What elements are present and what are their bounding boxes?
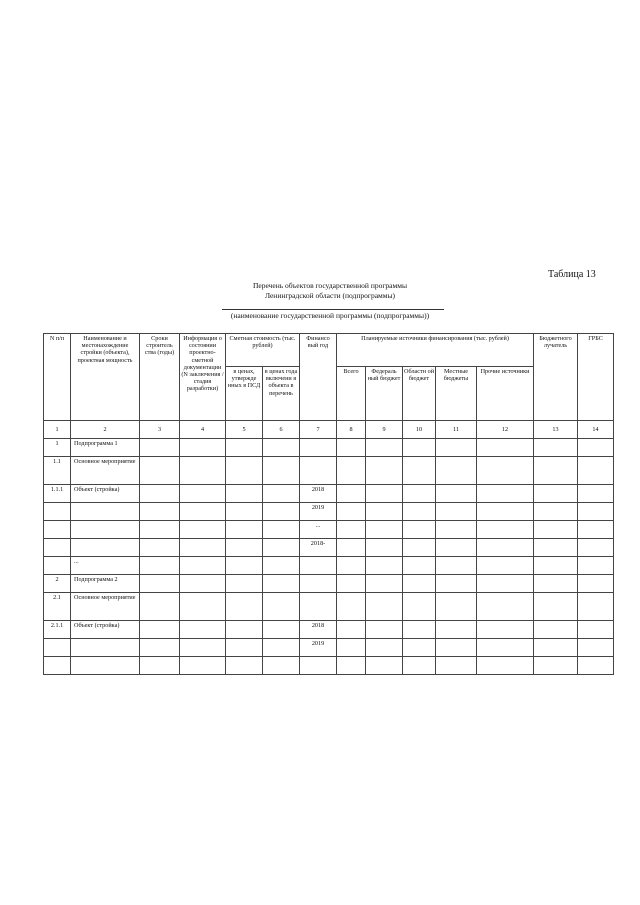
empty-cell <box>403 575 436 593</box>
row-number-cell: 2.1.1 <box>44 621 71 639</box>
row-name-cell: Подпрограмма 1 <box>71 439 140 457</box>
empty-cell <box>226 439 263 457</box>
row-year-cell: 2018 <box>300 485 337 503</box>
row-year-cell <box>300 439 337 457</box>
empty-cell <box>180 485 226 503</box>
empty-cell <box>337 639 366 657</box>
empty-cell <box>403 621 436 639</box>
row-year-cell <box>300 657 337 675</box>
header-cell-psd-info: Информация о состоянии проектно-сметной документации (N заключения /стадия разработки) <box>180 334 226 421</box>
table-row <box>44 539 614 557</box>
empty-cell <box>477 457 534 485</box>
row-name-cell: ... <box>71 557 140 575</box>
table-row <box>44 521 614 539</box>
empty-cell <box>578 439 614 457</box>
empty-cell <box>180 457 226 485</box>
table-row <box>44 457 614 485</box>
document-title-line2: Ленинградской области (подпрограммы) <box>264 291 396 300</box>
row-number-cell: 1 <box>44 439 71 457</box>
empty-cell <box>180 503 226 521</box>
column-number: 12 <box>477 421 534 439</box>
empty-cell <box>477 575 534 593</box>
empty-cell <box>140 593 180 621</box>
row-number-cell: 1.1 <box>44 457 71 485</box>
empty-cell <box>180 521 226 539</box>
header-cell-num: N п/п <box>44 334 71 421</box>
empty-cell <box>403 593 436 621</box>
empty-cell <box>534 457 578 485</box>
empty-cell <box>366 621 403 639</box>
empty-cell <box>366 539 403 557</box>
empty-cell <box>534 621 578 639</box>
column-number: 8 <box>337 421 366 439</box>
empty-cell <box>263 557 300 575</box>
table-row <box>44 503 614 521</box>
empty-cell <box>366 557 403 575</box>
empty-cell <box>578 575 614 593</box>
empty-cell <box>140 575 180 593</box>
row-name-cell <box>71 521 140 539</box>
subheader-cell-psd-prices: в ценах, утвержде нных в ПСД <box>226 367 263 421</box>
row-year-cell: 2019 <box>300 639 337 657</box>
empty-cell <box>226 621 263 639</box>
empty-cell <box>477 521 534 539</box>
empty-cell <box>436 639 477 657</box>
empty-cell <box>337 503 366 521</box>
row-name-cell <box>71 503 140 521</box>
table-row <box>44 485 614 503</box>
column-number: 7 <box>300 421 337 439</box>
column-number: 3 <box>140 421 180 439</box>
row-name-cell: Объект (стройка) <box>71 485 140 503</box>
objects-table <box>43 333 614 675</box>
empty-cell <box>263 503 300 521</box>
empty-cell <box>366 521 403 539</box>
empty-cell <box>578 621 614 639</box>
row-number-cell: 2.1 <box>44 593 71 621</box>
row-number-cell <box>44 657 71 675</box>
table-row <box>44 621 614 639</box>
empty-cell <box>180 539 226 557</box>
empty-cell <box>140 521 180 539</box>
empty-cell <box>263 621 300 639</box>
empty-cell <box>436 457 477 485</box>
empty-cell <box>534 503 578 521</box>
empty-cell <box>436 557 477 575</box>
empty-cell <box>337 439 366 457</box>
empty-cell <box>403 639 436 657</box>
column-number: 10 <box>403 421 436 439</box>
empty-cell <box>578 593 614 621</box>
empty-cell <box>436 621 477 639</box>
column-number: 2 <box>71 421 140 439</box>
empty-cell <box>578 557 614 575</box>
row-number-cell <box>44 503 71 521</box>
empty-cell <box>337 539 366 557</box>
empty-cell <box>403 503 436 521</box>
empty-cell <box>477 593 534 621</box>
empty-cell <box>263 639 300 657</box>
empty-cell <box>477 621 534 639</box>
empty-cell <box>578 457 614 485</box>
empty-cell <box>140 639 180 657</box>
empty-cell <box>477 485 534 503</box>
empty-cell <box>578 539 614 557</box>
empty-cell <box>337 621 366 639</box>
empty-cell <box>403 439 436 457</box>
empty-cell <box>337 457 366 485</box>
program-name-caption: (наименование государственной программы (подпрограммы)) <box>230 311 430 320</box>
empty-cell <box>226 557 263 575</box>
empty-cell <box>477 557 534 575</box>
header-cell-grbs: ГРБС <box>578 334 614 421</box>
empty-cell <box>337 593 366 621</box>
header-cell-fiscal-year: Финансо вый год <box>300 334 337 421</box>
row-year-cell: 2018 <box>300 621 337 639</box>
row-year-cell <box>300 593 337 621</box>
empty-cell <box>578 485 614 503</box>
empty-cell <box>140 457 180 485</box>
row-number-cell <box>44 521 71 539</box>
column-number: 14 <box>578 421 614 439</box>
table-row <box>44 557 614 575</box>
empty-cell <box>534 657 578 675</box>
empty-cell <box>366 657 403 675</box>
empty-cell <box>578 521 614 539</box>
empty-cell <box>140 439 180 457</box>
empty-cell <box>180 593 226 621</box>
row-year-cell <box>300 557 337 575</box>
empty-cell <box>263 485 300 503</box>
empty-cell <box>226 457 263 485</box>
empty-cell <box>140 657 180 675</box>
table-row <box>44 575 614 593</box>
row-name-cell: Подпрограмма 2 <box>71 575 140 593</box>
empty-cell <box>140 539 180 557</box>
row-number-cell <box>44 557 71 575</box>
empty-cell <box>263 457 300 485</box>
empty-cell <box>578 503 614 521</box>
column-number: 13 <box>534 421 578 439</box>
empty-cell <box>366 485 403 503</box>
empty-cell <box>263 575 300 593</box>
empty-cell <box>226 485 263 503</box>
empty-cell <box>534 439 578 457</box>
empty-cell <box>477 539 534 557</box>
row-year-cell: 2019 <box>300 503 337 521</box>
empty-cell <box>180 657 226 675</box>
subheader-cell-regional: Областн ой бюджет <box>403 367 436 421</box>
row-name-cell: Основное мероприятие <box>71 457 140 485</box>
empty-cell <box>534 539 578 557</box>
table-number: Таблица 13 <box>548 269 596 280</box>
row-name-cell <box>71 639 140 657</box>
subheader-cell-federal: Федераль ный бюджет <box>366 367 403 421</box>
header-row <box>44 334 614 367</box>
row-number-cell <box>44 539 71 557</box>
empty-cell <box>180 639 226 657</box>
column-number: 5 <box>226 421 263 439</box>
row-year-cell: ... <box>300 521 337 539</box>
empty-cell <box>180 439 226 457</box>
empty-cell <box>436 439 477 457</box>
empty-cell <box>366 639 403 657</box>
empty-cell <box>436 539 477 557</box>
empty-cell <box>337 575 366 593</box>
column-number: 6 <box>263 421 300 439</box>
row-year-cell: 2018- <box>300 539 337 557</box>
empty-cell <box>534 557 578 575</box>
empty-cell <box>140 485 180 503</box>
empty-cell <box>226 657 263 675</box>
header-cell-estimated-cost: Сметная стоимость (тыс. рублей) <box>226 334 300 367</box>
empty-cell <box>436 657 477 675</box>
empty-cell <box>263 657 300 675</box>
empty-cell <box>477 503 534 521</box>
column-number: 4 <box>180 421 226 439</box>
empty-cell <box>436 503 477 521</box>
empty-cell <box>180 621 226 639</box>
empty-cell <box>366 575 403 593</box>
empty-cell <box>403 657 436 675</box>
empty-cell <box>180 557 226 575</box>
empty-cell <box>366 457 403 485</box>
row-name-cell: Объект (стройка) <box>71 621 140 639</box>
row-name-cell: Основное мероприятие <box>71 593 140 621</box>
empty-cell <box>140 557 180 575</box>
table-row <box>44 639 614 657</box>
empty-cell <box>578 639 614 657</box>
empty-cell <box>226 539 263 557</box>
empty-cell <box>403 521 436 539</box>
empty-cell <box>180 575 226 593</box>
empty-cell <box>403 457 436 485</box>
empty-cell <box>263 439 300 457</box>
document-title-line1: Перечень объектов государственной программы <box>252 281 408 290</box>
empty-cell <box>263 521 300 539</box>
empty-cell <box>366 593 403 621</box>
empty-cell <box>140 621 180 639</box>
empty-cell <box>337 657 366 675</box>
empty-cell <box>477 657 534 675</box>
program-name-rule <box>222 309 444 310</box>
row-number-cell: 1.1.1 <box>44 485 71 503</box>
column-number: 11 <box>436 421 477 439</box>
row-number-cell <box>44 639 71 657</box>
row-name-cell <box>71 539 140 557</box>
row-year-cell <box>300 457 337 485</box>
row-name-cell <box>71 657 140 675</box>
subheader-cell-other: Прочие источники <box>477 367 534 421</box>
subheader-cell-total: Всего <box>337 367 366 421</box>
empty-cell <box>403 485 436 503</box>
empty-cell <box>403 539 436 557</box>
empty-cell <box>263 539 300 557</box>
column-number: 1 <box>44 421 71 439</box>
empty-cell <box>337 485 366 503</box>
table-row <box>44 593 614 621</box>
row-number-cell: 2 <box>44 575 71 593</box>
header-cell-recipient: Бюджетного лучатель <box>534 334 578 421</box>
empty-cell <box>534 575 578 593</box>
empty-cell <box>436 521 477 539</box>
empty-cell <box>436 593 477 621</box>
empty-cell <box>366 503 403 521</box>
subheader-cell-year-prices: в ценах года включени я объекта в перечень <box>263 367 300 421</box>
empty-cell <box>436 485 477 503</box>
empty-cell <box>263 593 300 621</box>
empty-cell <box>436 575 477 593</box>
empty-cell <box>534 593 578 621</box>
empty-cell <box>477 439 534 457</box>
empty-cell <box>226 503 263 521</box>
column-number: 9 <box>366 421 403 439</box>
column-number-row <box>44 421 614 439</box>
subheader-cell-local: Местные бюджеты <box>436 367 477 421</box>
header-cell-term: Сроки строитель ства (годы) <box>140 334 180 421</box>
empty-cell <box>534 521 578 539</box>
empty-cell <box>477 639 534 657</box>
empty-cell <box>403 557 436 575</box>
empty-cell <box>226 593 263 621</box>
empty-cell <box>337 557 366 575</box>
row-year-cell <box>300 575 337 593</box>
empty-cell <box>366 439 403 457</box>
empty-cell <box>578 657 614 675</box>
table-row <box>44 657 614 675</box>
empty-cell <box>534 485 578 503</box>
empty-cell <box>140 503 180 521</box>
empty-cell <box>337 521 366 539</box>
empty-cell <box>226 521 263 539</box>
empty-cell <box>226 575 263 593</box>
header-cell-name: Наименование и местонахождение стройки (объекта), проектная мощность <box>71 334 140 421</box>
empty-cell <box>226 639 263 657</box>
empty-cell <box>534 639 578 657</box>
table-row <box>44 439 614 457</box>
header-cell-funding-sources: Планируемые источники финансирования (тыс. рублей) <box>337 334 534 367</box>
